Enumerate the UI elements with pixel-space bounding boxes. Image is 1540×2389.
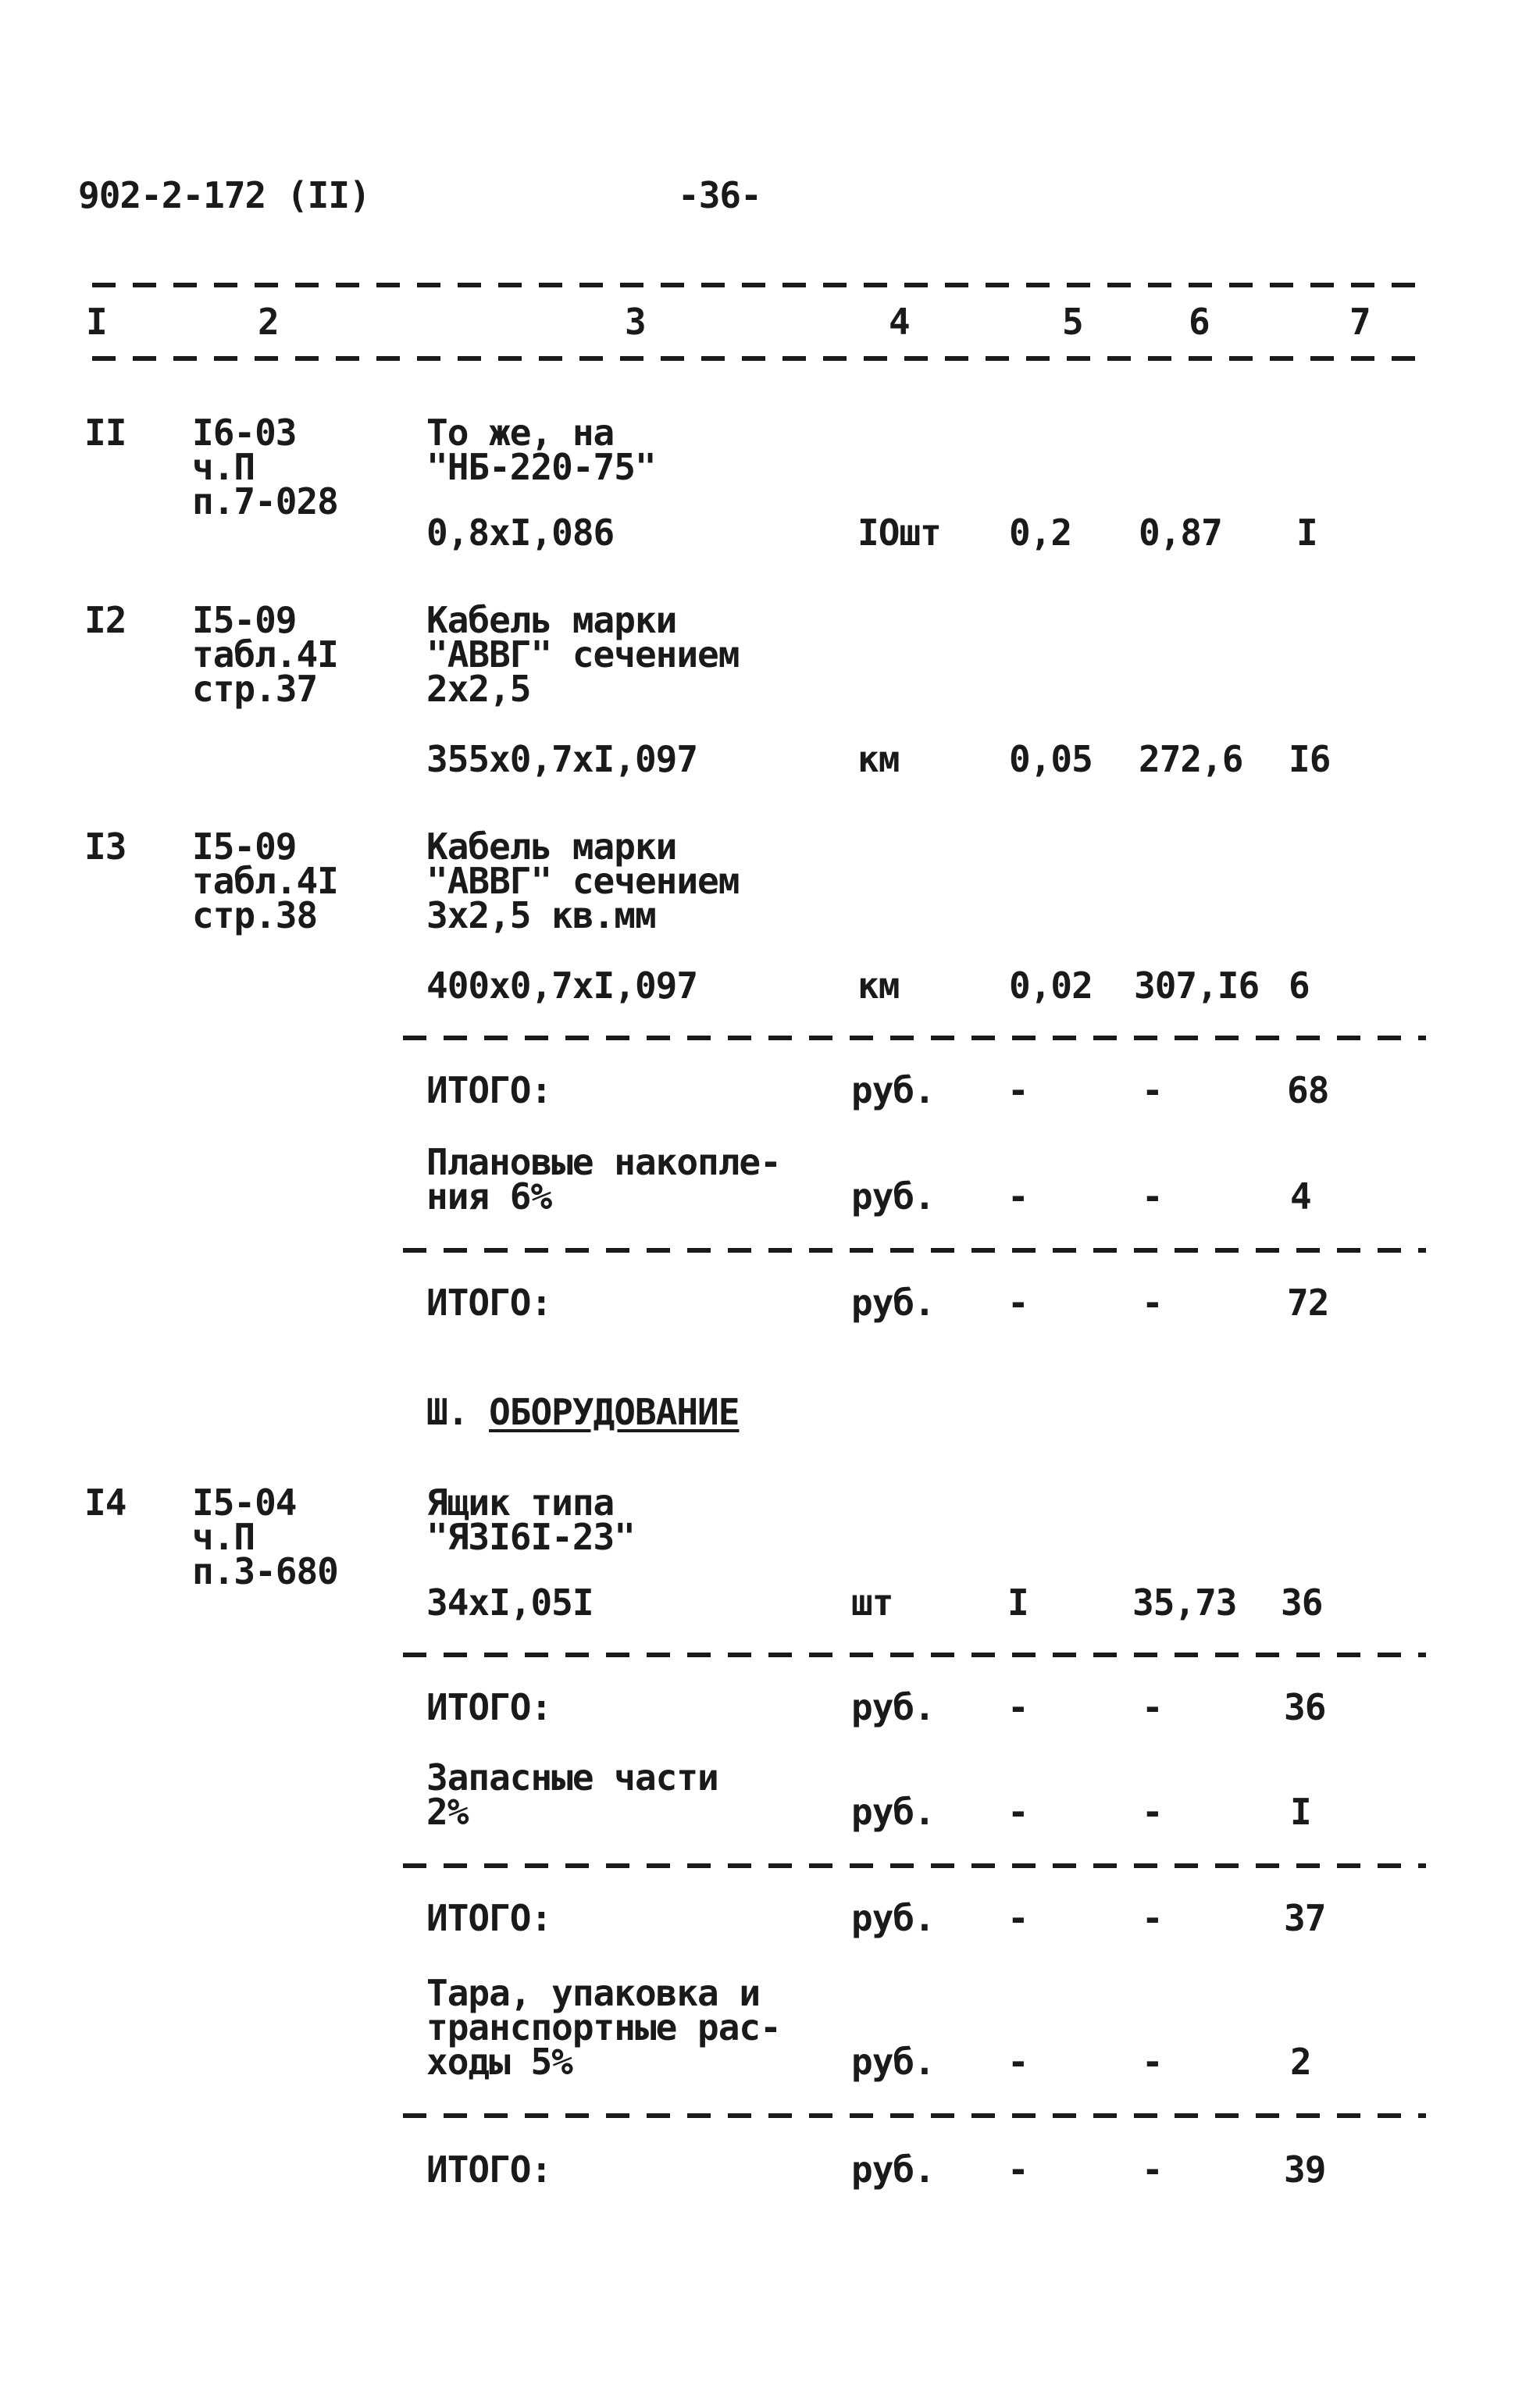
doc-code: 902-2-172 (II) [78, 174, 370, 216]
divider [403, 1863, 1426, 1868]
row-total: 36 [1281, 1581, 1323, 1624]
subtotal-price: - [1142, 1282, 1163, 1324]
row-unit: шт [851, 1581, 893, 1624]
row-reference: I5-09 табл.4I стр.38 [192, 825, 338, 936]
subtotal-total: 37 [1284, 1897, 1326, 1939]
row-calculation: 0,8хI,086 [426, 512, 615, 554]
row-quantity: 0,02 [1009, 965, 1093, 1007]
row-calculation: 400х0,7хI,097 [426, 965, 698, 1007]
section-prefix: Ш. [426, 1391, 469, 1433]
surcharge-price: - [1142, 1791, 1163, 1833]
subtotal-qty: - [1007, 1686, 1028, 1728]
row-quantity: 0,05 [1009, 738, 1093, 780]
surcharge-total: 4 [1290, 1175, 1311, 1218]
row-number: I4 [84, 1482, 127, 1524]
surcharge-price: - [1142, 1175, 1163, 1218]
subtotal-price: - [1142, 2148, 1163, 2191]
section-title: ОБОРУДОВАНИЕ [489, 1391, 740, 1433]
divider [92, 356, 1428, 361]
subtotal-total: 72 [1287, 1282, 1329, 1324]
row-total: I [1296, 512, 1317, 554]
subtotal-unit: руб. [851, 1069, 935, 1111]
subtotal-total: 36 [1284, 1686, 1326, 1728]
column-header: 5 [1062, 301, 1083, 343]
row-unit: км [857, 965, 900, 1007]
column-header: 7 [1349, 301, 1371, 343]
row-number: I3 [84, 825, 127, 868]
surcharge-label: Запасные части 2% [426, 1756, 718, 1833]
surcharge-label: Тара, упаковка и транспортные рас- ходы 5% [426, 1972, 781, 2083]
row-price: 35,73 [1132, 1581, 1237, 1624]
section-heading [426, 1391, 740, 1433]
row-price: 0,87 [1139, 512, 1222, 554]
surcharge-label: Плановые накопле- ния 6% [426, 1141, 781, 1218]
row-unit: IОшт [857, 512, 941, 554]
row-total: I6 [1289, 738, 1331, 780]
row-calculation: 34хI,05I [426, 1581, 594, 1624]
subtotal-qty: - [1007, 2148, 1028, 2191]
row-reference: I5-04 ч.П п.3-680 [192, 1482, 338, 1592]
row-number: I2 [84, 599, 127, 641]
surcharge-price: - [1142, 2041, 1163, 2083]
surcharge-total: I [1290, 1791, 1311, 1833]
surcharge-qty: - [1007, 1791, 1028, 1833]
surcharge-qty: - [1007, 1175, 1028, 1218]
column-header: 2 [258, 301, 279, 343]
divider [403, 1248, 1426, 1253]
row-price: 272,6 [1139, 738, 1243, 780]
row-description: Кабель марки "АВВГ" сечением 3х2,5 кв.мм [426, 825, 740, 936]
subtotal-price: - [1142, 1069, 1163, 1111]
row-quantity: I [1007, 1581, 1028, 1624]
subtotal-qty: - [1007, 1897, 1028, 1939]
row-total: 6 [1289, 965, 1310, 1007]
subtotal-total: 39 [1284, 2148, 1326, 2191]
subtotal-unit: руб. [851, 2148, 935, 2191]
subtotal-label: ИТОГО: [426, 1686, 552, 1728]
subtotal-unit: руб. [851, 1686, 935, 1728]
surcharge-unit: руб. [851, 1791, 935, 1833]
divider [92, 283, 1428, 287]
row-description: Кабель марки "АВВГ" сечением 2х2,5 [426, 599, 740, 710]
surcharge-total: 2 [1290, 2041, 1311, 2083]
row-description: Ящик типа "ЯЗI6I-23" [426, 1482, 635, 1558]
subtotal-unit: руб. [851, 1282, 935, 1324]
row-reference: I6-03 ч.П п.7-028 [192, 412, 338, 522]
subtotal-label: ИТОГО: [426, 1069, 552, 1111]
subtotal-qty: - [1007, 1069, 1028, 1111]
subtotal-label: ИТОГО: [426, 1897, 552, 1939]
row-reference: I5-09 табл.4I стр.37 [192, 599, 338, 710]
row-calculation: 355х0,7хI,097 [426, 738, 698, 780]
subtotal-label: ИТОГО: [426, 2148, 552, 2191]
column-header: 4 [889, 301, 910, 343]
surcharge-unit: руб. [851, 2041, 935, 2083]
surcharge-qty: - [1007, 2041, 1028, 2083]
column-header: I [86, 301, 107, 343]
subtotal-price: - [1142, 1897, 1163, 1939]
surcharge-unit: руб. [851, 1175, 935, 1218]
column-header: 6 [1189, 301, 1210, 343]
divider [403, 2113, 1426, 2118]
subtotal-label: ИТОГО: [426, 1282, 552, 1324]
row-description: То же, на "НБ-220-75" [426, 412, 656, 488]
divider [403, 1653, 1426, 1657]
row-number: II [84, 412, 127, 454]
subtotal-qty: - [1007, 1282, 1028, 1324]
row-price: 307,I6 [1134, 965, 1260, 1007]
page-number: -36- [678, 174, 761, 216]
subtotal-price: - [1142, 1686, 1163, 1728]
row-unit: км [857, 738, 900, 780]
column-header: 3 [625, 301, 646, 343]
subtotal-total: 68 [1287, 1069, 1329, 1111]
divider [403, 1036, 1426, 1040]
subtotal-unit: руб. [851, 1897, 935, 1939]
row-quantity: 0,2 [1009, 512, 1072, 554]
